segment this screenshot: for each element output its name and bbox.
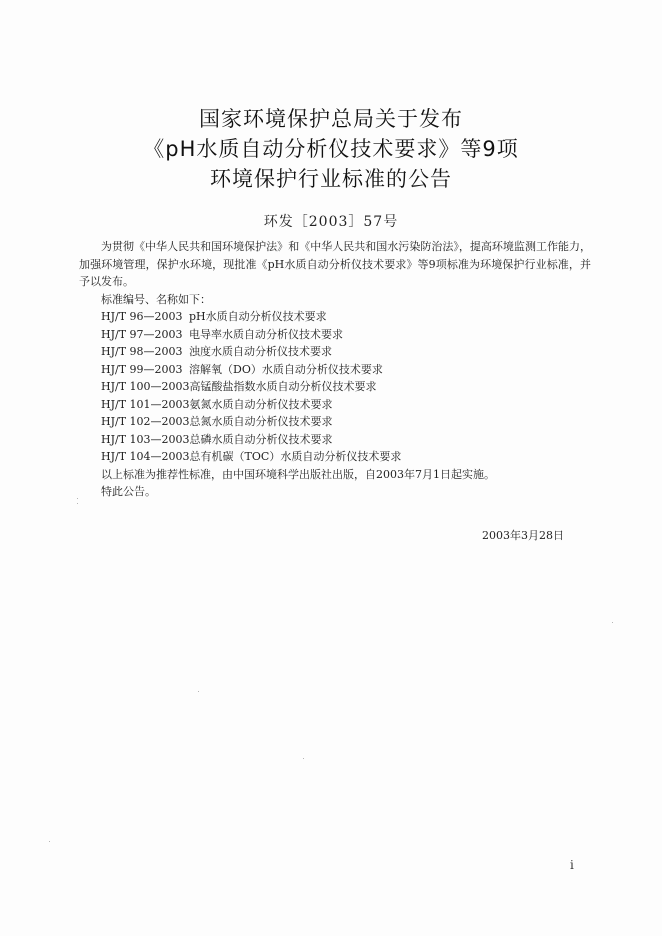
title-line-3: 环境保护行业标准的公告 <box>210 167 452 191</box>
standard-item <box>79 413 591 431</box>
standard-code: HJ/T 97—2003 <box>101 327 183 341</box>
scan-speck <box>77 503 78 504</box>
standard-name: 高锰酸盐指数水质自动分析仪技术要求 <box>189 380 377 393</box>
standard-item <box>79 448 591 466</box>
standard-item <box>79 378 591 396</box>
announcement-title <box>0 104 662 194</box>
standard-name: 总有机碳（TOC）水质自动分析仪技术要求 <box>189 450 402 463</box>
announcement-body <box>79 238 591 501</box>
standard-code: HJ/T 104—2003 <box>101 450 190 463</box>
standard-name: 总氮水质自动分析仪技术要求 <box>189 415 333 428</box>
issue-date: 2003年3月28日 <box>482 529 564 542</box>
scan-speck <box>303 758 304 759</box>
title-line-1: 国家环境保护总局关于发布 <box>199 107 463 131</box>
notice-statement: 特此公告。 <box>101 485 156 498</box>
standard-name: 氨氮水质自动分析仪技术要求 <box>189 397 333 411</box>
standard-code: HJ/T 98—2003 <box>101 345 183 358</box>
standard-item <box>79 308 591 326</box>
standard-item <box>79 343 591 361</box>
standards-list-heading: 标准编号、名称如下： <box>101 292 211 306</box>
standards-list <box>79 308 591 466</box>
standard-name: 总磷水质自动分析仪技术要求 <box>189 432 333 446</box>
standard-name: 溶解氧（DO）水质自动分析仪技术要求 <box>189 362 383 376</box>
closing-statement: 以上标准为推荐性标准，由中国环境科学出版社出版，自2003年7月1日起实施。 <box>101 467 495 481</box>
scan-speck <box>612 622 613 623</box>
title-line-2: 《pH水质自动分析仪技术要求》等9项 <box>143 137 519 161</box>
scan-speck <box>49 841 50 842</box>
standard-name: 浊度水质自动分析仪技术要求 <box>189 345 332 358</box>
standard-name: 电导率水质自动分析仪技术要求 <box>189 327 343 341</box>
scan-speck <box>198 691 199 692</box>
document-number: 环发［2003］57号 <box>263 214 399 230</box>
standard-code: HJ/T 96—2003 <box>101 310 183 323</box>
standard-item <box>79 431 591 449</box>
page-number: i <box>570 858 574 872</box>
standard-code: HJ/T 100—2003 <box>101 380 190 393</box>
intro-paragraph: 为贯彻《中华人民共和国环境保护法》和《中华人民共和国水污染防治法》，提高环境监测工作能力，加强环境管理，保护水环境，现批准《pH水质自动分析仪技术要求》等9项标准为环境保护行业标准，并予以发布。 <box>79 240 591 288</box>
standard-item <box>79 396 591 414</box>
scan-speck <box>77 498 78 499</box>
standard-code: HJ/T 101—2003 <box>101 397 190 411</box>
standard-item <box>79 361 591 379</box>
standard-code: HJ/T 99—2003 <box>101 362 183 376</box>
standard-code: HJ/T 103—2003 <box>101 432 190 446</box>
standard-code: HJ/T 102—2003 <box>101 415 190 428</box>
standard-item <box>79 326 591 344</box>
standard-name: pH水质自动分析仪技术要求 <box>189 310 327 323</box>
